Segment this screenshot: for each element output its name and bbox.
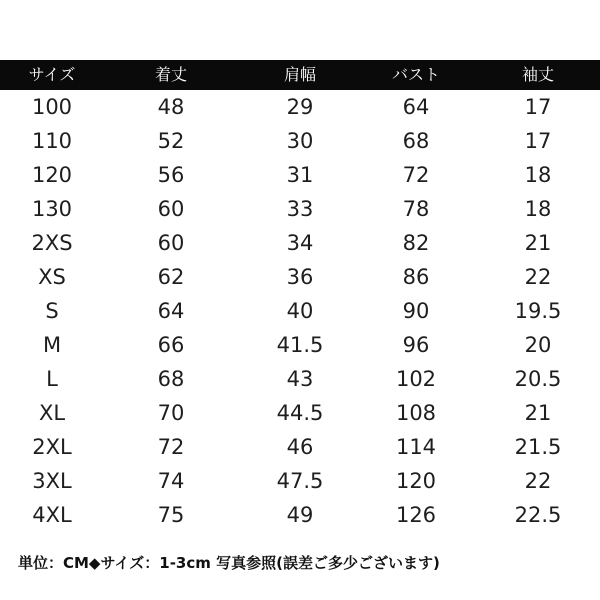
cell-length: 48 bbox=[157, 95, 185, 119]
table-row bbox=[0, 396, 600, 430]
size-chart-table bbox=[0, 60, 600, 532]
cell-shoulder: 44.5 bbox=[276, 401, 324, 425]
cell-sleeve: 18 bbox=[524, 197, 552, 221]
cell-bust: 64 bbox=[402, 95, 430, 119]
cell-bust: 86 bbox=[402, 265, 430, 289]
cell-bust: 96 bbox=[402, 333, 430, 357]
cell-length: 52 bbox=[157, 129, 185, 153]
cell-shoulder: 40 bbox=[286, 299, 314, 323]
cell-shoulder: 33 bbox=[286, 197, 314, 221]
cell-bust: 78 bbox=[402, 197, 430, 221]
cell-length: 60 bbox=[157, 231, 185, 255]
cell-bust: 72 bbox=[402, 163, 430, 187]
table-body bbox=[0, 90, 600, 532]
unit-note: 単位：CM◆サイズ：1-3cm 写真参照(誤差ご多少ございます) bbox=[18, 554, 440, 572]
header-size: サイズ bbox=[28, 65, 76, 84]
cell-bust: 82 bbox=[402, 231, 430, 255]
cell-sleeve: 21.5 bbox=[514, 435, 562, 459]
cell-bust: 68 bbox=[402, 129, 430, 153]
cell-shoulder: 36 bbox=[286, 265, 314, 289]
table-row bbox=[0, 294, 600, 328]
table-row bbox=[0, 90, 600, 124]
cell-sleeve: 21 bbox=[524, 231, 552, 255]
cell-bust: 120 bbox=[395, 469, 437, 493]
cell-bust: 114 bbox=[395, 435, 437, 459]
cell-size: S bbox=[45, 299, 59, 323]
cell-bust: 126 bbox=[395, 503, 437, 527]
cell-size: M bbox=[42, 333, 62, 357]
cell-size: 2XS bbox=[31, 231, 73, 255]
cell-shoulder: 46 bbox=[286, 435, 314, 459]
cell-length: 74 bbox=[157, 469, 185, 493]
header-sleeve: 袖丈 bbox=[521, 65, 554, 84]
cell-sleeve: 17 bbox=[524, 129, 552, 153]
cell-shoulder: 34 bbox=[286, 231, 314, 255]
cell-sleeve: 22.5 bbox=[514, 503, 562, 527]
cell-bust: 108 bbox=[395, 401, 437, 425]
cell-shoulder: 47.5 bbox=[276, 469, 324, 493]
cell-size: 120 bbox=[31, 163, 73, 187]
cell-length: 60 bbox=[157, 197, 185, 221]
cell-shoulder: 41.5 bbox=[276, 333, 324, 357]
cell-shoulder: 49 bbox=[286, 503, 314, 527]
cell-length: 56 bbox=[157, 163, 185, 187]
cell-length: 66 bbox=[157, 333, 185, 357]
cell-size: XL bbox=[38, 401, 66, 425]
table-row bbox=[0, 362, 600, 396]
cell-size: 100 bbox=[31, 95, 73, 119]
cell-sleeve: 17 bbox=[524, 95, 552, 119]
cell-sleeve: 18 bbox=[524, 163, 552, 187]
cell-size: XS bbox=[38, 265, 66, 289]
cell-shoulder: 29 bbox=[286, 95, 314, 119]
cell-length: 68 bbox=[157, 367, 185, 391]
table-row bbox=[0, 464, 600, 498]
cell-sleeve: 22 bbox=[524, 469, 552, 493]
cell-sleeve: 22 bbox=[524, 265, 552, 289]
cell-sleeve: 19.5 bbox=[514, 299, 562, 323]
table-row bbox=[0, 430, 600, 464]
cell-sleeve: 20.5 bbox=[514, 367, 562, 391]
table-row bbox=[0, 328, 600, 362]
cell-shoulder: 31 bbox=[286, 163, 314, 187]
cell-length: 75 bbox=[157, 503, 185, 527]
cell-bust: 102 bbox=[395, 367, 437, 391]
table-row bbox=[0, 192, 600, 226]
table-row bbox=[0, 226, 600, 260]
header-shoulder: 肩幅 bbox=[283, 65, 316, 84]
cell-size: 2XL bbox=[32, 435, 72, 459]
table-header-row bbox=[0, 60, 600, 90]
cell-length: 62 bbox=[157, 265, 185, 289]
cell-size: 3XL bbox=[32, 469, 72, 493]
cell-sleeve: 21 bbox=[524, 401, 552, 425]
cell-sleeve: 20 bbox=[524, 333, 552, 357]
header-bust: バスト bbox=[391, 65, 440, 84]
cell-shoulder: 30 bbox=[286, 129, 314, 153]
cell-length: 64 bbox=[157, 299, 185, 323]
table-row bbox=[0, 498, 600, 532]
header-length: 着丈 bbox=[154, 65, 187, 84]
cell-size: 130 bbox=[31, 197, 73, 221]
table-row bbox=[0, 124, 600, 158]
cell-size: 110 bbox=[31, 129, 73, 153]
cell-shoulder: 43 bbox=[286, 367, 314, 391]
cell-size: L bbox=[46, 367, 58, 391]
table-row bbox=[0, 158, 600, 192]
cell-length: 72 bbox=[157, 435, 185, 459]
cell-length: 70 bbox=[157, 401, 185, 425]
cell-size: 4XL bbox=[32, 503, 72, 527]
cell-bust: 90 bbox=[402, 299, 430, 323]
table-row bbox=[0, 260, 600, 294]
